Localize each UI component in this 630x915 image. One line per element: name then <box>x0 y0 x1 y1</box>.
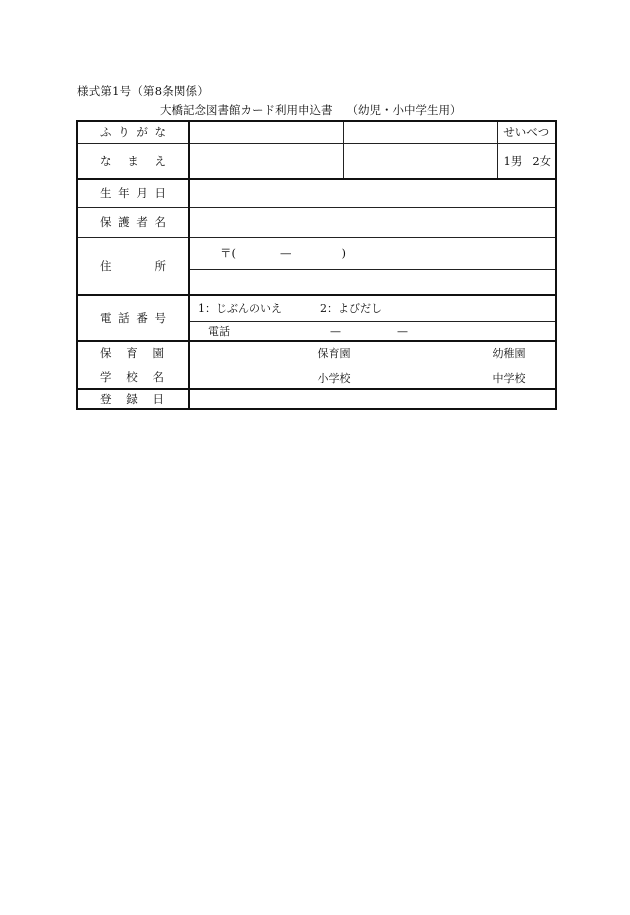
postal-mark: 〒( <box>220 246 236 260</box>
phone-prefix: 電話 <box>208 324 230 338</box>
phone-option-call[interactable]: 2：よびだし <box>320 302 382 316</box>
phone-dash-1: — <box>330 324 341 338</box>
guardian-label: 保 護 者 名 <box>77 207 189 237</box>
school-junior-high: 中学校 <box>492 371 526 385</box>
phone-dash-2: — <box>397 324 408 338</box>
address-row <box>77 237 556 269</box>
postal-dash: — <box>280 246 292 260</box>
school-nursery: 保育園 <box>317 346 351 360</box>
name-label: な ま え <box>77 143 189 179</box>
guardian-field[interactable] <box>189 207 556 237</box>
birth-label: 生 年 月 日 <box>77 179 189 207</box>
school-kindergarten: 幼稚園 <box>492 346 526 360</box>
phone-type-options[interactable] <box>189 295 556 321</box>
school-row <box>77 341 556 389</box>
furigana-field-1[interactable] <box>189 121 343 143</box>
postal-code-field[interactable] <box>189 237 556 269</box>
phone-label: 電 話 番 号 <box>77 295 189 341</box>
form-title-main: 大橋記念図書館カード利用申込書 <box>160 103 333 117</box>
furigana-label: ふ り が な <box>77 121 189 143</box>
application-form-table <box>76 120 557 410</box>
registration-row <box>77 389 556 409</box>
gender-options[interactable] <box>497 143 556 179</box>
address-label: 住 所 <box>77 237 189 295</box>
postal-close: ) <box>341 246 346 260</box>
gender-male[interactable]: 1男 <box>503 153 523 168</box>
school-elementary: 小学校 <box>317 371 351 385</box>
phone-row <box>77 295 556 321</box>
furigana-field-2[interactable] <box>343 121 497 143</box>
registration-field[interactable] <box>189 389 556 409</box>
gender-label: せいべつ <box>497 121 556 143</box>
phone-number-field[interactable] <box>189 321 556 341</box>
gender-female[interactable]: 2女 <box>532 153 552 168</box>
birth-field[interactable] <box>189 179 556 207</box>
school-field[interactable] <box>189 341 556 389</box>
form-number: 様式第1号（第8条関係） <box>77 84 210 98</box>
address-field[interactable] <box>189 269 556 295</box>
guardian-row <box>77 207 556 237</box>
name-field-1[interactable] <box>189 143 343 179</box>
form-title-sub: （幼児・小中学生用） <box>346 103 462 117</box>
phone-option-home[interactable]: 1：じぶんのいえ <box>198 302 282 316</box>
furigana-row <box>77 121 556 143</box>
form-title <box>160 102 480 118</box>
registration-label: 登 録 日 <box>77 389 189 409</box>
school-label: 保 育 園 学 校 名 <box>77 341 189 389</box>
birth-row <box>77 179 556 207</box>
name-field-2[interactable] <box>343 143 497 179</box>
name-row <box>77 143 556 179</box>
